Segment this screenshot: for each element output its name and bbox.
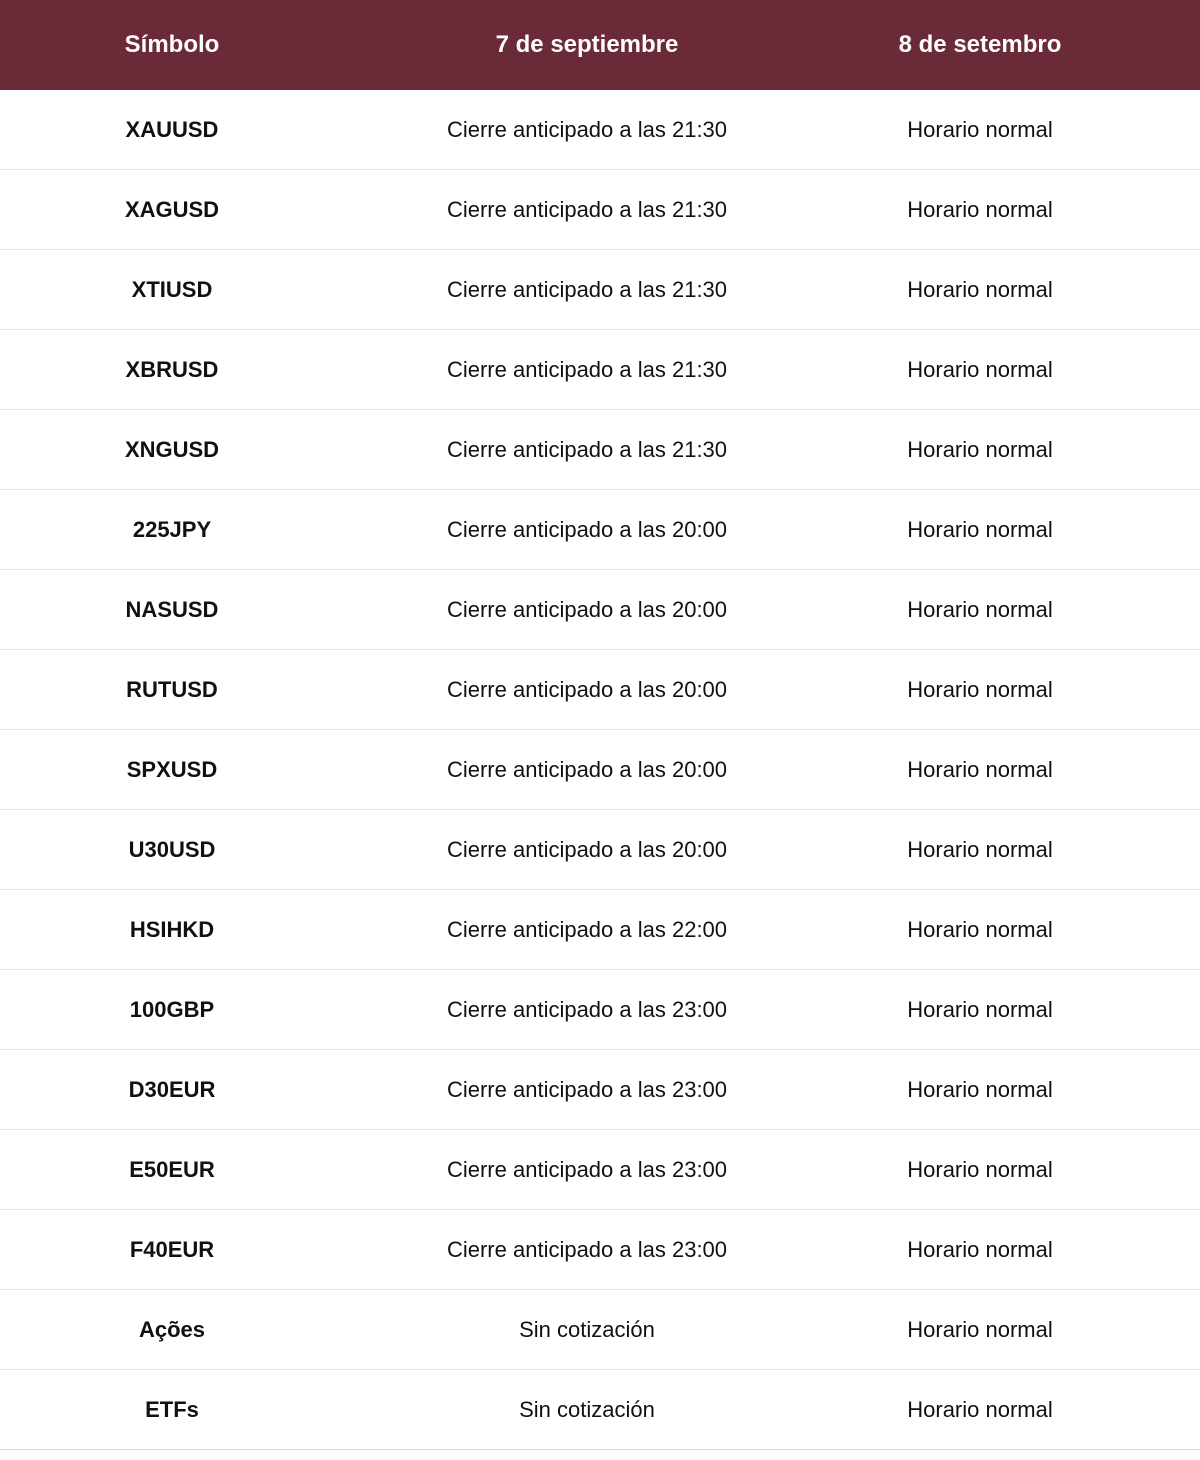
symbol-cell: HSIHKD [129, 916, 215, 942]
day2-cell: Horario normal [907, 916, 1053, 942]
day1-cell: Cierre anticipado a las 22:00 [446, 916, 728, 942]
day1-cell: Cierre anticipado a las 23:00 [446, 996, 728, 1022]
symbol-cell: 100GBP [129, 996, 215, 1022]
symbol-cell: XBRUSD [125, 356, 219, 382]
day1-cell: Cierre anticipado a las 21:30 [446, 116, 728, 142]
table-header [0, 0, 1200, 90]
symbol-cell: XNGUSD [124, 436, 220, 462]
day2-cell: Horario normal [907, 116, 1053, 142]
table-row [0, 570, 1200, 650]
day1-cell: Cierre anticipado a las 20:00 [446, 596, 728, 622]
day2-cell: Horario normal [907, 1316, 1053, 1342]
day1-cell: Cierre anticipado a las 21:30 [446, 436, 728, 462]
day2-cell: Horario normal [907, 516, 1053, 542]
day2-cell: Horario normal [907, 1076, 1053, 1102]
day1-cell: Cierre anticipado a las 23:00 [446, 1156, 728, 1182]
day2-cell: Horario normal [907, 596, 1053, 622]
symbol-cell: XAGUSD [124, 196, 220, 222]
day2-cell: Horario normal [907, 1396, 1053, 1422]
table-row [0, 330, 1200, 410]
table-row [0, 250, 1200, 330]
day2-cell: Horario normal [907, 276, 1053, 302]
table-row [0, 890, 1200, 970]
day2-cell: Horario normal [907, 436, 1053, 462]
header-day-1: 7 de septiembre [495, 31, 679, 58]
symbol-cell: U30USD [128, 836, 216, 862]
symbol-cell: 225JPY [132, 516, 212, 542]
symbol-cell: NASUSD [125, 596, 219, 622]
day2-cell: Horario normal [907, 356, 1053, 382]
day2-cell: Horario normal [907, 196, 1053, 222]
table-row [0, 810, 1200, 890]
day1-cell: Cierre anticipado a las 23:00 [446, 1236, 728, 1262]
symbol-cell: F40EUR [129, 1236, 215, 1262]
symbol-cell: D30EUR [128, 1076, 216, 1102]
table-row [0, 1290, 1200, 1370]
day1-cell: Sin cotización [519, 1316, 655, 1342]
day2-cell: Horario normal [907, 756, 1053, 782]
table-row [0, 1210, 1200, 1290]
day1-cell: Cierre anticipado a las 21:30 [446, 276, 728, 302]
table-row [0, 1370, 1200, 1450]
symbol-cell: ETFs [145, 1396, 199, 1422]
day1-cell: Cierre anticipado a las 21:30 [446, 196, 728, 222]
table-row [0, 1050, 1200, 1130]
day2-cell: Horario normal [907, 836, 1053, 862]
symbol-cell: XAUUSD [125, 116, 219, 142]
day1-cell: Cierre anticipado a las 21:30 [446, 356, 728, 382]
day2-cell: Horario normal [907, 676, 1053, 702]
table-row [0, 970, 1200, 1050]
symbol-cell: SPXUSD [126, 756, 218, 782]
table-row [0, 1130, 1200, 1210]
day2-cell: Horario normal [907, 996, 1053, 1022]
table-row [0, 170, 1200, 250]
day1-cell: Cierre anticipado a las 20:00 [446, 836, 728, 862]
day1-cell: Cierre anticipado a las 20:00 [446, 676, 728, 702]
day1-cell: Cierre anticipado a las 23:00 [446, 1076, 728, 1102]
table-row [0, 90, 1200, 170]
symbol-cell: RUTUSD [126, 676, 218, 702]
table-row [0, 490, 1200, 570]
symbol-cell: Ações [138, 1316, 206, 1342]
header-symbol: Símbolo [124, 31, 220, 58]
day2-cell: Horario normal [907, 1156, 1053, 1182]
day1-cell: Cierre anticipado a las 20:00 [446, 516, 728, 542]
symbol-cell: XTIUSD [131, 276, 213, 302]
day2-cell: Horario normal [907, 1236, 1053, 1262]
day1-cell: Cierre anticipado a las 20:00 [446, 756, 728, 782]
day1-cell: Sin cotización [519, 1396, 655, 1422]
header-day-2: 8 de setembro [898, 31, 1062, 58]
table-row [0, 410, 1200, 490]
table-row [0, 730, 1200, 810]
table-row [0, 650, 1200, 730]
symbol-cell: E50EUR [129, 1156, 215, 1182]
